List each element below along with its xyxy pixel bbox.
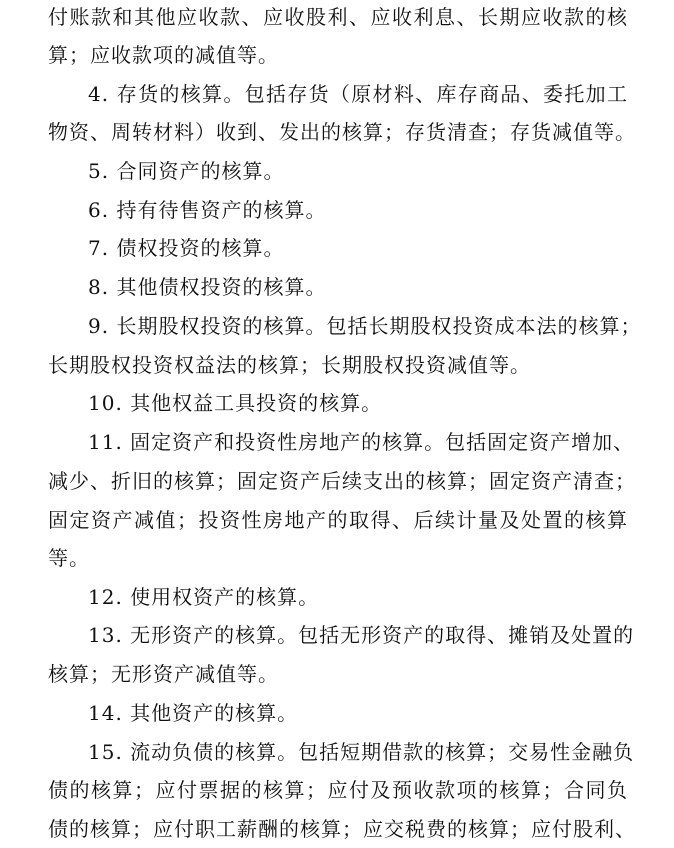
text-line: 9. 长期股权投资的核算。包括长期股权投资成本法的核算； [88, 314, 642, 338]
text-line: 减少、折旧的核算；固定资产后续支出的核算；固定资产清查； [48, 469, 636, 493]
text-line: 11. 固定资产和投资性房地产的核算。包括固定资产增加、 [88, 430, 635, 454]
text-line: 12. 使用权资产的核算。 [88, 585, 320, 609]
text-line: 长期股权投资权益法的核算；长期股权投资减值等。 [48, 353, 531, 377]
text-line: 14. 其他资产的核算。 [88, 701, 299, 725]
text-line: 核算；无形资产减值等。 [48, 662, 279, 686]
text-line: 债的核算；应付票据的核算；应付及预收款项的核算；合同负 [48, 778, 628, 802]
text-line: 等。 [48, 546, 90, 570]
text-line: 13. 无形资产的核算。包括无形资产的取得、摊销及处置的 [88, 623, 635, 647]
text-line: 4. 存货的核算。包括存货（原材料、库存商品、委托加工 [88, 82, 628, 106]
text-line: 算；应收款项的减值等。 [48, 43, 279, 67]
text-line: 6. 持有待售资产的核算。 [88, 198, 327, 222]
text-line: 债的核算；应付职工薪酬的核算；应交税费的核算；应付股利、 [48, 817, 636, 841]
text-line: 10. 其他权益工具投资的核算。 [88, 391, 383, 415]
text-line: 物资、周转材料）收到、发出的核算；存货清查；存货减值等。 [48, 120, 636, 144]
text-line: 固定资产减值；投资性房地产的取得、后续计量及处置的核算 [48, 508, 628, 532]
text-line: 5. 合同资产的核算。 [88, 159, 285, 183]
text-line: 7. 债权投资的核算。 [88, 236, 285, 260]
text-line: 15. 流动负债的核算。包括短期借款的核算；交易性金融负 [88, 740, 635, 764]
text-line: 付账款和其他应收款、应收股利、应收利息、长期应收款的核 [48, 5, 628, 29]
text-line: 8. 其他债权投资的核算。 [88, 275, 327, 299]
